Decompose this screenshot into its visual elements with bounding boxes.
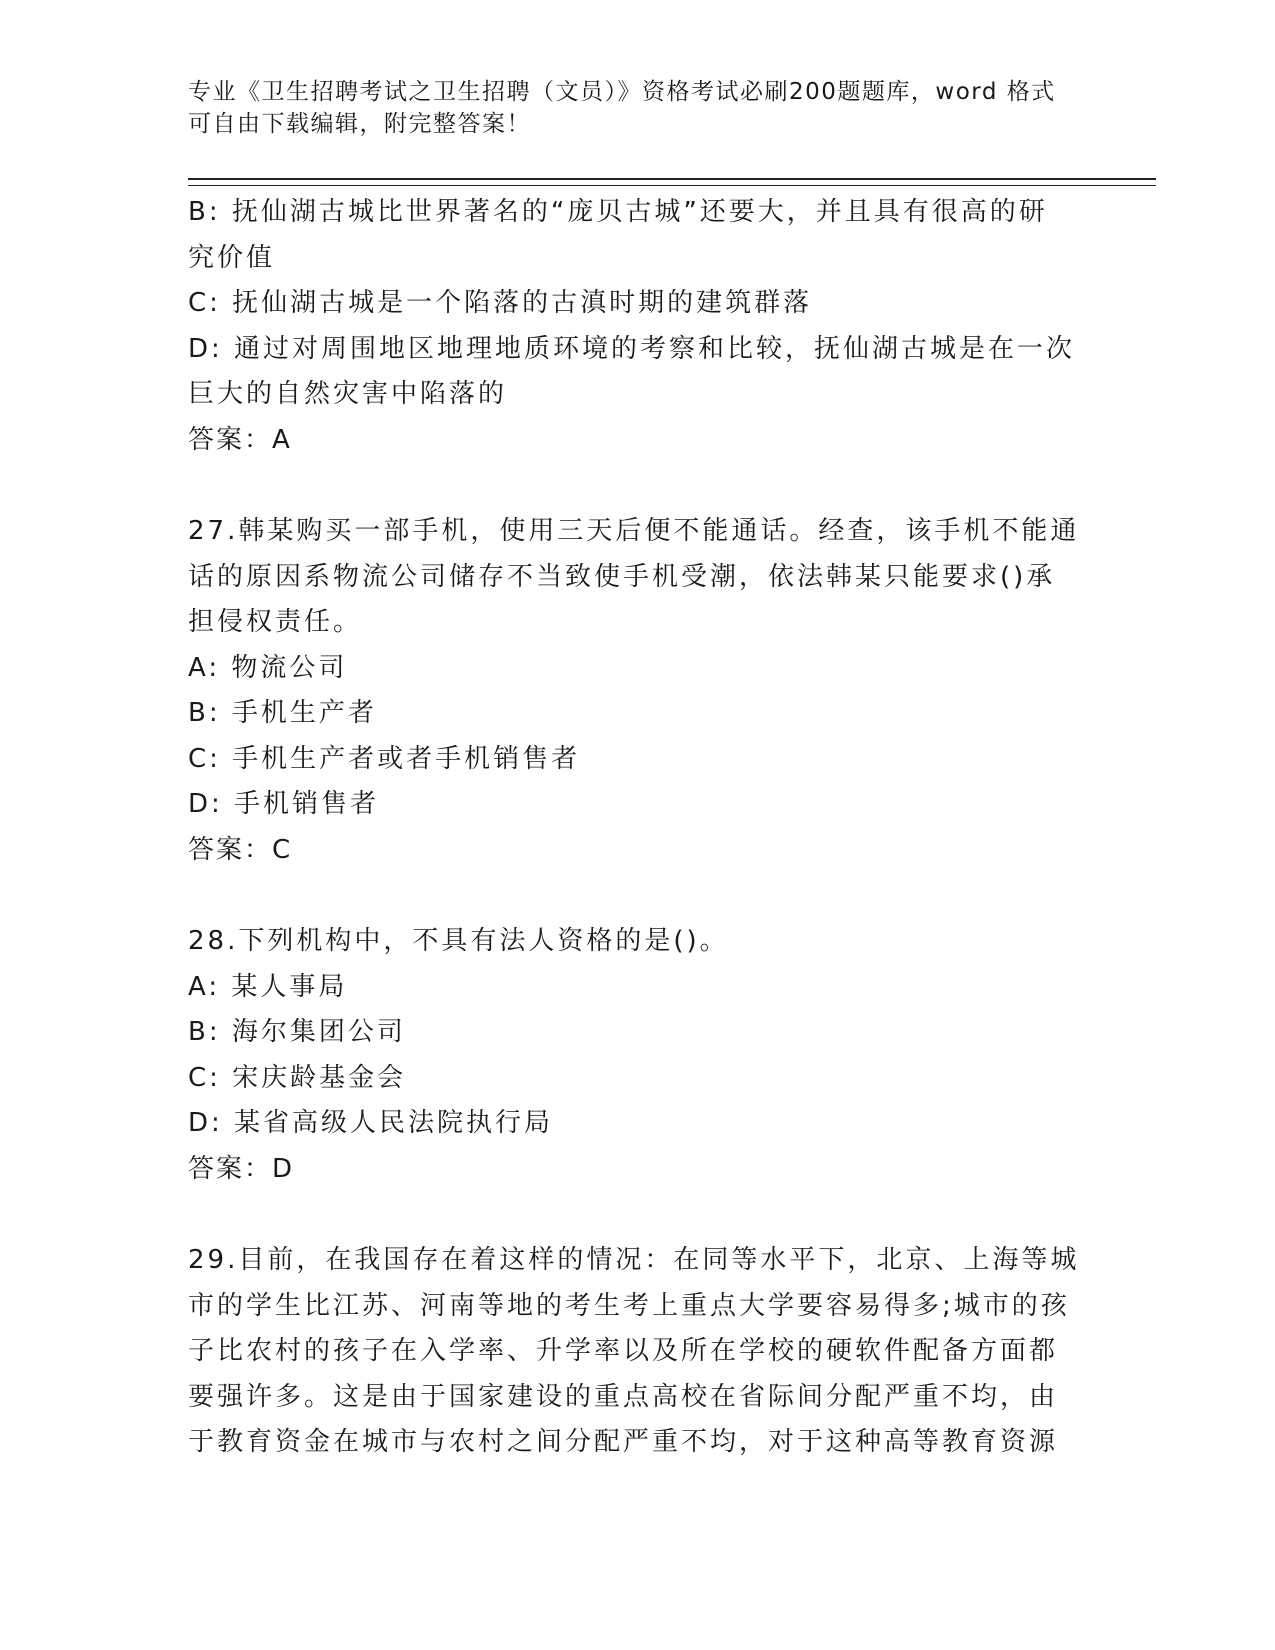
question-28 [188, 919, 1088, 1192]
q29-stem-line-2: 市的学生比江苏、河南等地的考生考上重点大学要容易得多;城市的孩 [188, 1290, 1070, 1321]
q26-option-d-line-1: D: 通过对周围地区地理地质环境的考察和比较，抚仙湖古城是在一次 [188, 333, 1076, 364]
question-26 [188, 190, 1088, 463]
q28-stem: 28.下列机构中，不具有法人资格的是()。 [188, 926, 729, 956]
question-27 [188, 509, 1088, 873]
q27-stem-line-3: 担侵权责任。 [188, 607, 363, 637]
q28-answer: 答案：D [188, 1153, 295, 1184]
header-title-line-2: 可自由下载编辑，附完整答案！ [188, 111, 531, 137]
header-title-line-1: 专业《卫生招聘考试之卫生招聘（文员）》资格考试必刷200题题库，word 格式 [188, 79, 1056, 105]
q28-option-d: D: 某省高级人民法院执行局 [188, 1108, 554, 1138]
q27-option-a: A: 物流公司 [188, 652, 348, 683]
q28-option-a: A: 某人事局 [188, 971, 348, 1002]
q29-stem-line-5: 于教育资金在城市与农村之间分配严重不均，对于这种高等教育资源 [188, 1427, 1059, 1457]
q29-stem-line-4: 要强许多。这是由于国家建设的重点高校在省际间分配严重不均，由 [188, 1381, 1059, 1412]
q27-answer: 答案：C [188, 834, 293, 865]
q26-option-b-line-1: B: 抚仙湖古城比世界著名的“庞贝古城”还要大，并且具有很高的研 [188, 197, 1048, 227]
header-divider [188, 178, 1156, 186]
q27-option-c: C: 手机生产者或者手机销售者 [188, 743, 581, 774]
question-29 [188, 1238, 1088, 1466]
q29-stem-line-1: 29.目前，在我国存在着这样的情况：在同等水平下，北京、上海等城 [188, 1245, 1080, 1275]
q27-stem-line-2: 话的原因系物流公司储存不当致使手机受潮，依法韩某只能要求()承 [188, 561, 1056, 592]
q27-option-b: B: 手机生产者 [188, 698, 377, 728]
page-header [188, 76, 1068, 140]
q28-option-b: B: 海尔集团公司 [188, 1017, 406, 1047]
q27-stem-line-1: 27.韩某购买一部手机，使用三天后便不能通话。经查，该手机不能通 [188, 516, 1080, 546]
q26-option-b-line-2: 究价值 [188, 242, 276, 273]
q28-option-c: C: 宋庆龄基金会 [188, 1062, 407, 1093]
spacer [188, 1192, 1088, 1238]
spacer [188, 463, 1088, 509]
q26-option-d-line-2: 巨大的自然灾害中陷落的 [188, 379, 508, 409]
q27-option-d: D: 手机销售者 [188, 789, 380, 819]
spacer [188, 873, 1088, 919]
q26-answer: 答案：A [188, 424, 292, 455]
q26-option-c: C: 抚仙湖古城是一个陷落的古滇时期的建筑群落 [188, 288, 813, 318]
q29-stem-line-3: 子比农村的孩子在入学率、升学率以及所在学校的硬软件配备方面都 [188, 1336, 1059, 1366]
document-body [188, 190, 1088, 1466]
